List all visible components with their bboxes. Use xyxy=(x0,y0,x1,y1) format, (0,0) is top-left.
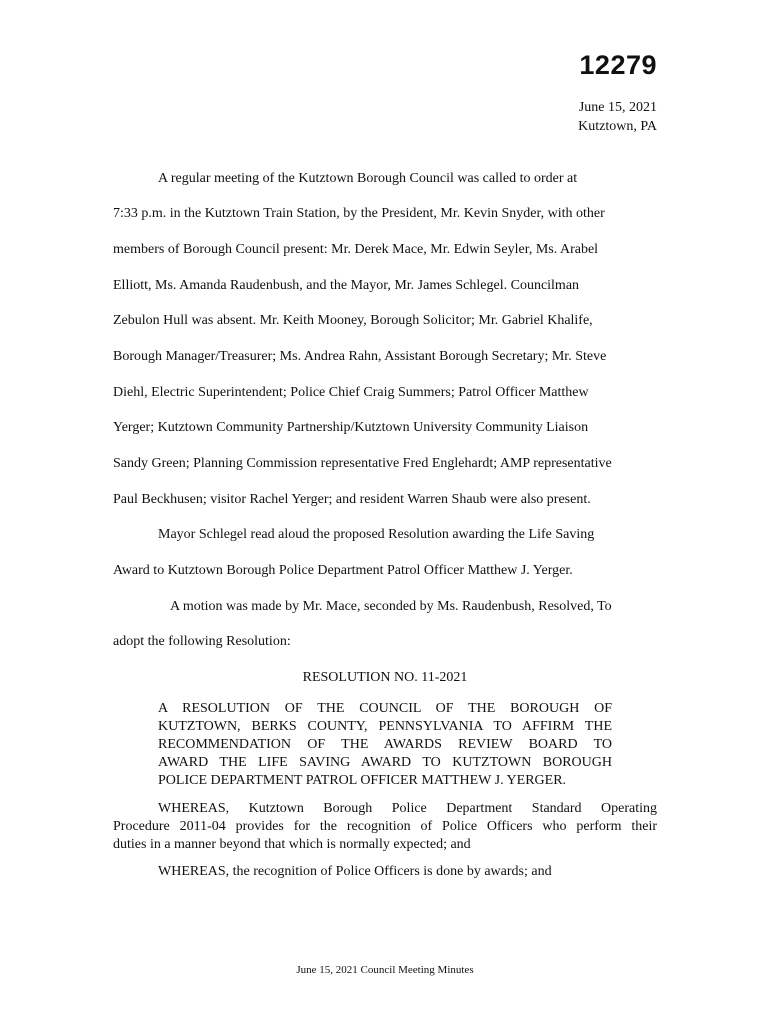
resolution-caption xyxy=(158,700,612,790)
minutes-line: Borough Manager/Treasurer; Ms. Andrea Rahn, Assistant Borough Secretary; Mr. Steve xyxy=(113,349,607,364)
minutes-line: adopt the following Resolution: xyxy=(113,634,291,649)
dateline xyxy=(578,98,657,136)
caption-line: A RESOLUTION OF THE COUNCIL OF THE BOROUGH OF xyxy=(158,701,612,716)
whereas-paragraph xyxy=(113,800,657,854)
whereas-line: duties in a manner beyond that which is normally expected; and xyxy=(113,837,471,852)
caption-line: KUTZTOWN, BERKS COUNTY, PENNSYLVANIA TO AFFIRM THE xyxy=(158,719,612,734)
minutes-line: Award to Kutztown Borough Police Department Patrol Officer Matthew J. Yerger. xyxy=(113,563,573,578)
page-number: 12279 xyxy=(579,50,657,80)
meeting-location: Kutztown, PA xyxy=(578,119,657,134)
resolution-title: RESOLUTION NO. 11-2021 xyxy=(302,670,468,685)
meeting-date: June 15, 2021 xyxy=(578,100,657,115)
minutes-line: Zebulon Hull was absent. Mr. Keith Mooney, Borough Solicitor; Mr. Gabriel Khalife, xyxy=(113,313,593,328)
minutes-line: Sandy Green; Planning Commission representative Fred Englehardt; AMP representative xyxy=(113,456,612,471)
caption-line: AWARD THE LIFE SAVING AWARD TO KUTZTOWN BOROUGH xyxy=(158,755,612,770)
minutes-line: Elliott, Ms. Amanda Raudenbush, and the Mayor, Mr. James Schlegel. Councilman xyxy=(113,278,580,293)
caption-line: POLICE DEPARTMENT PATROL OFFICER MATTHEW J. YERGER. xyxy=(158,773,567,788)
whereas-line: WHEREAS, Kutztown Borough Police Department Standard Operating xyxy=(158,801,657,816)
minutes-line: Diehl, Electric Superintendent; Police Chief Craig Summers; Patrol Officer Matthew xyxy=(113,385,589,400)
minutes-line: Yerger; Kutztown Community Partnership/Kutztown University Community Liaison xyxy=(113,420,589,435)
minutes-line: Paul Beckhusen; visitor Rachel Yerger; and resident Warren Shaub were also present. xyxy=(113,492,591,507)
minutes-line: A regular meeting of the Kutztown Borough Council was called to order at xyxy=(158,171,578,186)
minutes-line: 7:33 p.m. in the Kutztown Train Station, by the President, Mr. Kevin Snyder, with other xyxy=(113,206,605,221)
caption-line: RECOMMENDATION OF THE AWARDS REVIEW BOARD TO xyxy=(158,737,612,752)
minutes-line: members of Borough Council present: Mr. Derek Mace, Mr. Edwin Seyler, Ms. Arabel xyxy=(113,242,599,257)
whereas-paragraph: WHEREAS, the recognition of Police Officers is done by awards; and xyxy=(158,864,552,879)
minutes-line: Mayor Schlegel read aloud the proposed Resolution awarding the Life Saving xyxy=(158,527,595,542)
minutes-line: A motion was made by Mr. Mace, seconded by Ms. Raudenbush, Resolved, To xyxy=(170,599,612,614)
whereas-line: Procedure 2011-04 provides for the recognition of Police Officers who perform their xyxy=(113,819,657,834)
page-footer: June 15, 2021 Council Meeting Minutes xyxy=(296,964,474,976)
